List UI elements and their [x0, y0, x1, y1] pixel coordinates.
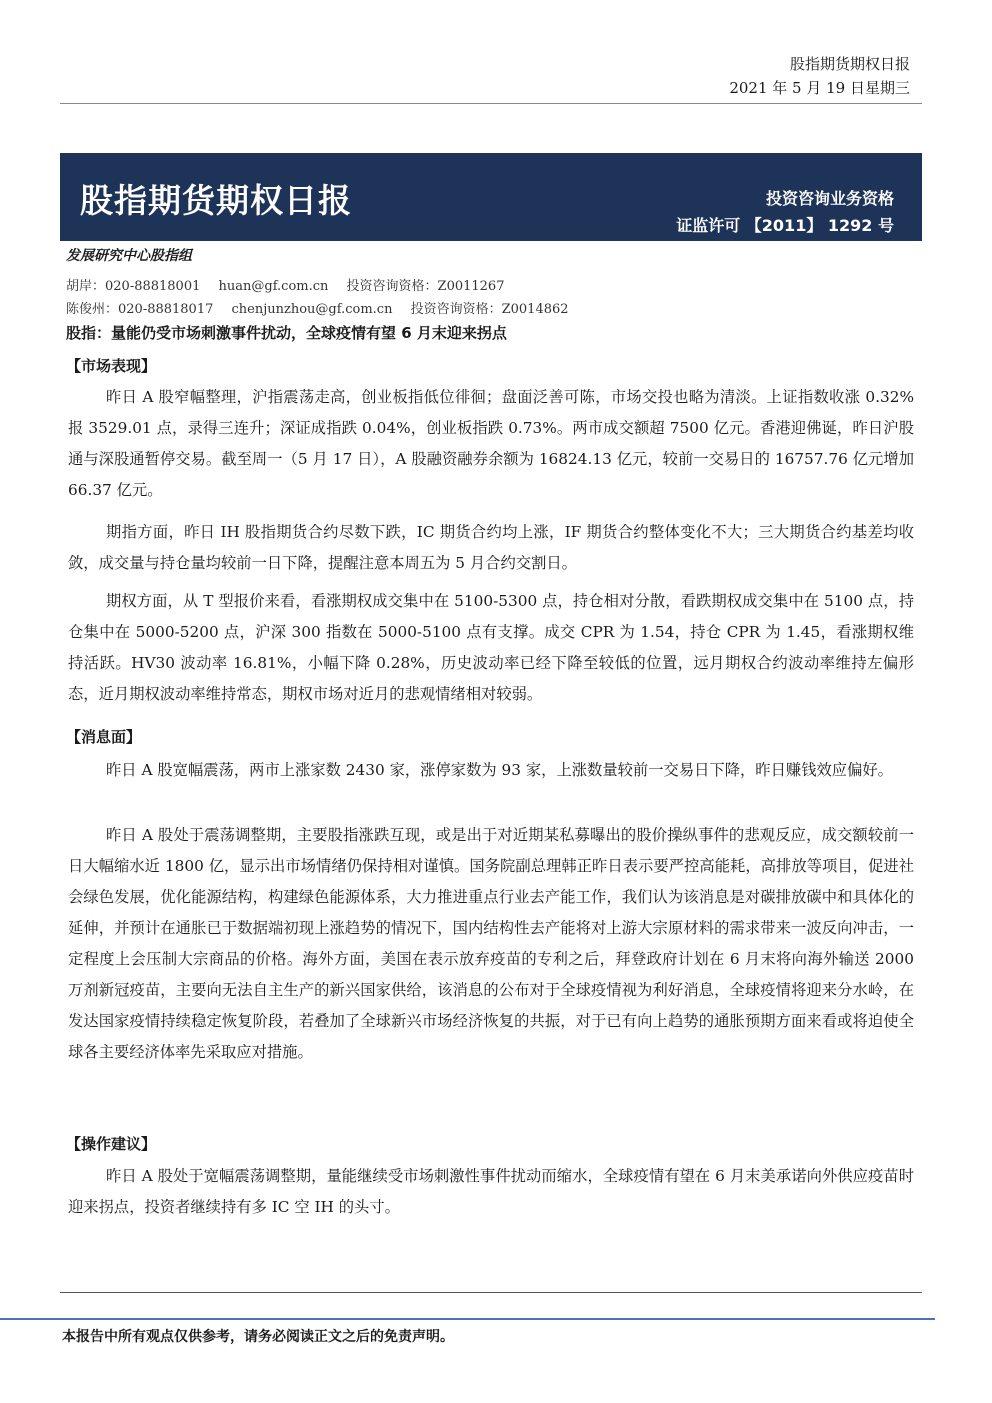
analyst-name-phone: 陈俊州：020-88818017	[66, 302, 214, 317]
analyst-qualification: 投资咨询资格：Z0011267	[346, 279, 505, 294]
footer-divider	[60, 1292, 922, 1293]
license-line-1: 投资咨询业务资格	[765, 189, 894, 208]
section-heading-news: 【消息面】	[66, 728, 142, 746]
banner-title: 股指期货期权日报	[80, 181, 352, 220]
paragraph: 期指方面，昨日 IH 股指期货合约尽数下跌，IC 期货合约均上涨，IF 期货合约整体变化不大；三大期货合约基差均收敛，成交量与持仓量均较前一日下降，提醒注意本周五为 5 月合约交割日。	[68, 523, 914, 572]
paragraph: 昨日 A 股窄幅整理，沪指震荡走高，创业板指低位徘徊；盘面泛善可陈，市场交投也略为清淡。上证指数收涨 0.32%报 3529.01 点，录得三连升；深证成指跌 0.04%，创业板指跌 0.73%。两市成交额超 7500 亿元。香港迎佛诞，昨日沪股通与深股通暂停交易。截至周一（5 月 17 日），A 股融资融券余额为 16824.13 亿元，较前一交易日的 16757.76 亿元增加 66.37 亿元。	[68, 388, 914, 499]
analyst-email[interactable]: huan@gf.com.cn	[218, 279, 329, 294]
header-divider	[60, 103, 922, 104]
contact-row	[66, 275, 518, 294]
header-date: 2021 年 5 月 19 日星期三	[729, 79, 910, 97]
paragraph: 期权方面，从 T 型报价来看，看涨期权成交集中在 5100-5300 点，持仓相对分散，看跌期权成交集中在 5100 点，持仓集中在 5000-5200 点，沪深 300 指数在 5000-5100 点有支撑。成交 CPR 为 1.54，持仓 CPR 为 1.45，看涨期权维持活跃。HV30 波动率 16.81%，小幅下降 0.28%，历史波动率已经下降至较低的位置，远月期权合约波动率维持左偏形态，近月期权波动率维持常态，期权市场对近月的悲观情绪相对较弱。	[68, 592, 914, 703]
analyst-qualification: 投资咨询资格：Z0014862	[410, 302, 569, 317]
license-line-2: 证监许可 【2011】 1292 号	[676, 216, 894, 235]
disclaimer-text: 本报告中所有观点仅供参考，请务必阅读正文之后的免责声明。	[62, 1329, 454, 1345]
paragraph: 昨日 A 股宽幅震荡，两市上涨家数 2430 家，涨停家数为 93 家，上涨数量较前一交易日下降，昨日赚钱效应偏好。	[106, 761, 893, 779]
department-name: 发展研究中心股指组	[66, 248, 192, 264]
title-banner	[60, 153, 922, 241]
header-report-name: 股指期货期权日报	[789, 55, 910, 73]
section-heading-advice: 【操作建议】	[66, 1135, 157, 1153]
analyst-name-phone: 胡岸：020-88818001	[66, 279, 201, 294]
paragraph: 昨日 A 股处于震荡调整期，主要股指涨跌互现，或是出于对近期某私募曝出的股价操纵事件的悲观反应，成交额较前一日大幅缩水近 1800 亿，显示出市场情绪仍保持相对谨慎。国务院副总理韩正昨日表示要严控高能耗，高排放等项目，促进社会绿色发展，优化能源结构，构建绿色能源体系，大力推进重点行业去产能工作，我们认为该消息是对碳排放碳中和具体化的延伸，并预计在通胀已于数据端初现上涨趋势的情况下，国内结构性去产能将对上游大宗原材料的需求带来一波反向冲击，一定程度上会压制大宗商品的价格。海外方面，美国在表示放弃疫苗的专利之后，拜登政府计划在 6 月末将向海外输送 2000 万剂新冠疫苗，主要向无法自主生产的新兴国家供给，该消息的公布对于全球疫情视为利好消息，全球疫情将迎来分水岭，在发达国家疫情持续稳定恢复阶段，若叠加了全球新兴市场经济恢复的共振，对于已有向上趋势的通胀预期方面来看或将迫使全球各主要经济体率先采取应对措施。	[68, 826, 914, 1061]
contact-row	[66, 298, 583, 317]
report-subtitle: 股指：量能仍受市场刺激事件扰动，全球疫情有望 6 月末迎来拐点	[66, 324, 507, 342]
section-heading-market: 【市场表现】	[66, 357, 157, 375]
analyst-email[interactable]: chenjunzhou@gf.com.cn	[231, 302, 393, 317]
disclaimer-bar	[0, 1318, 935, 1320]
paragraph: 昨日 A 股处于宽幅震荡调整期，量能继续受市场刺激性事件扰动而缩水，全球疫情有望在 6 月末美承诺向外供应疫苗时迎来拐点，投资者继续持有多 IC 空 IH 的头寸。	[68, 1167, 914, 1216]
